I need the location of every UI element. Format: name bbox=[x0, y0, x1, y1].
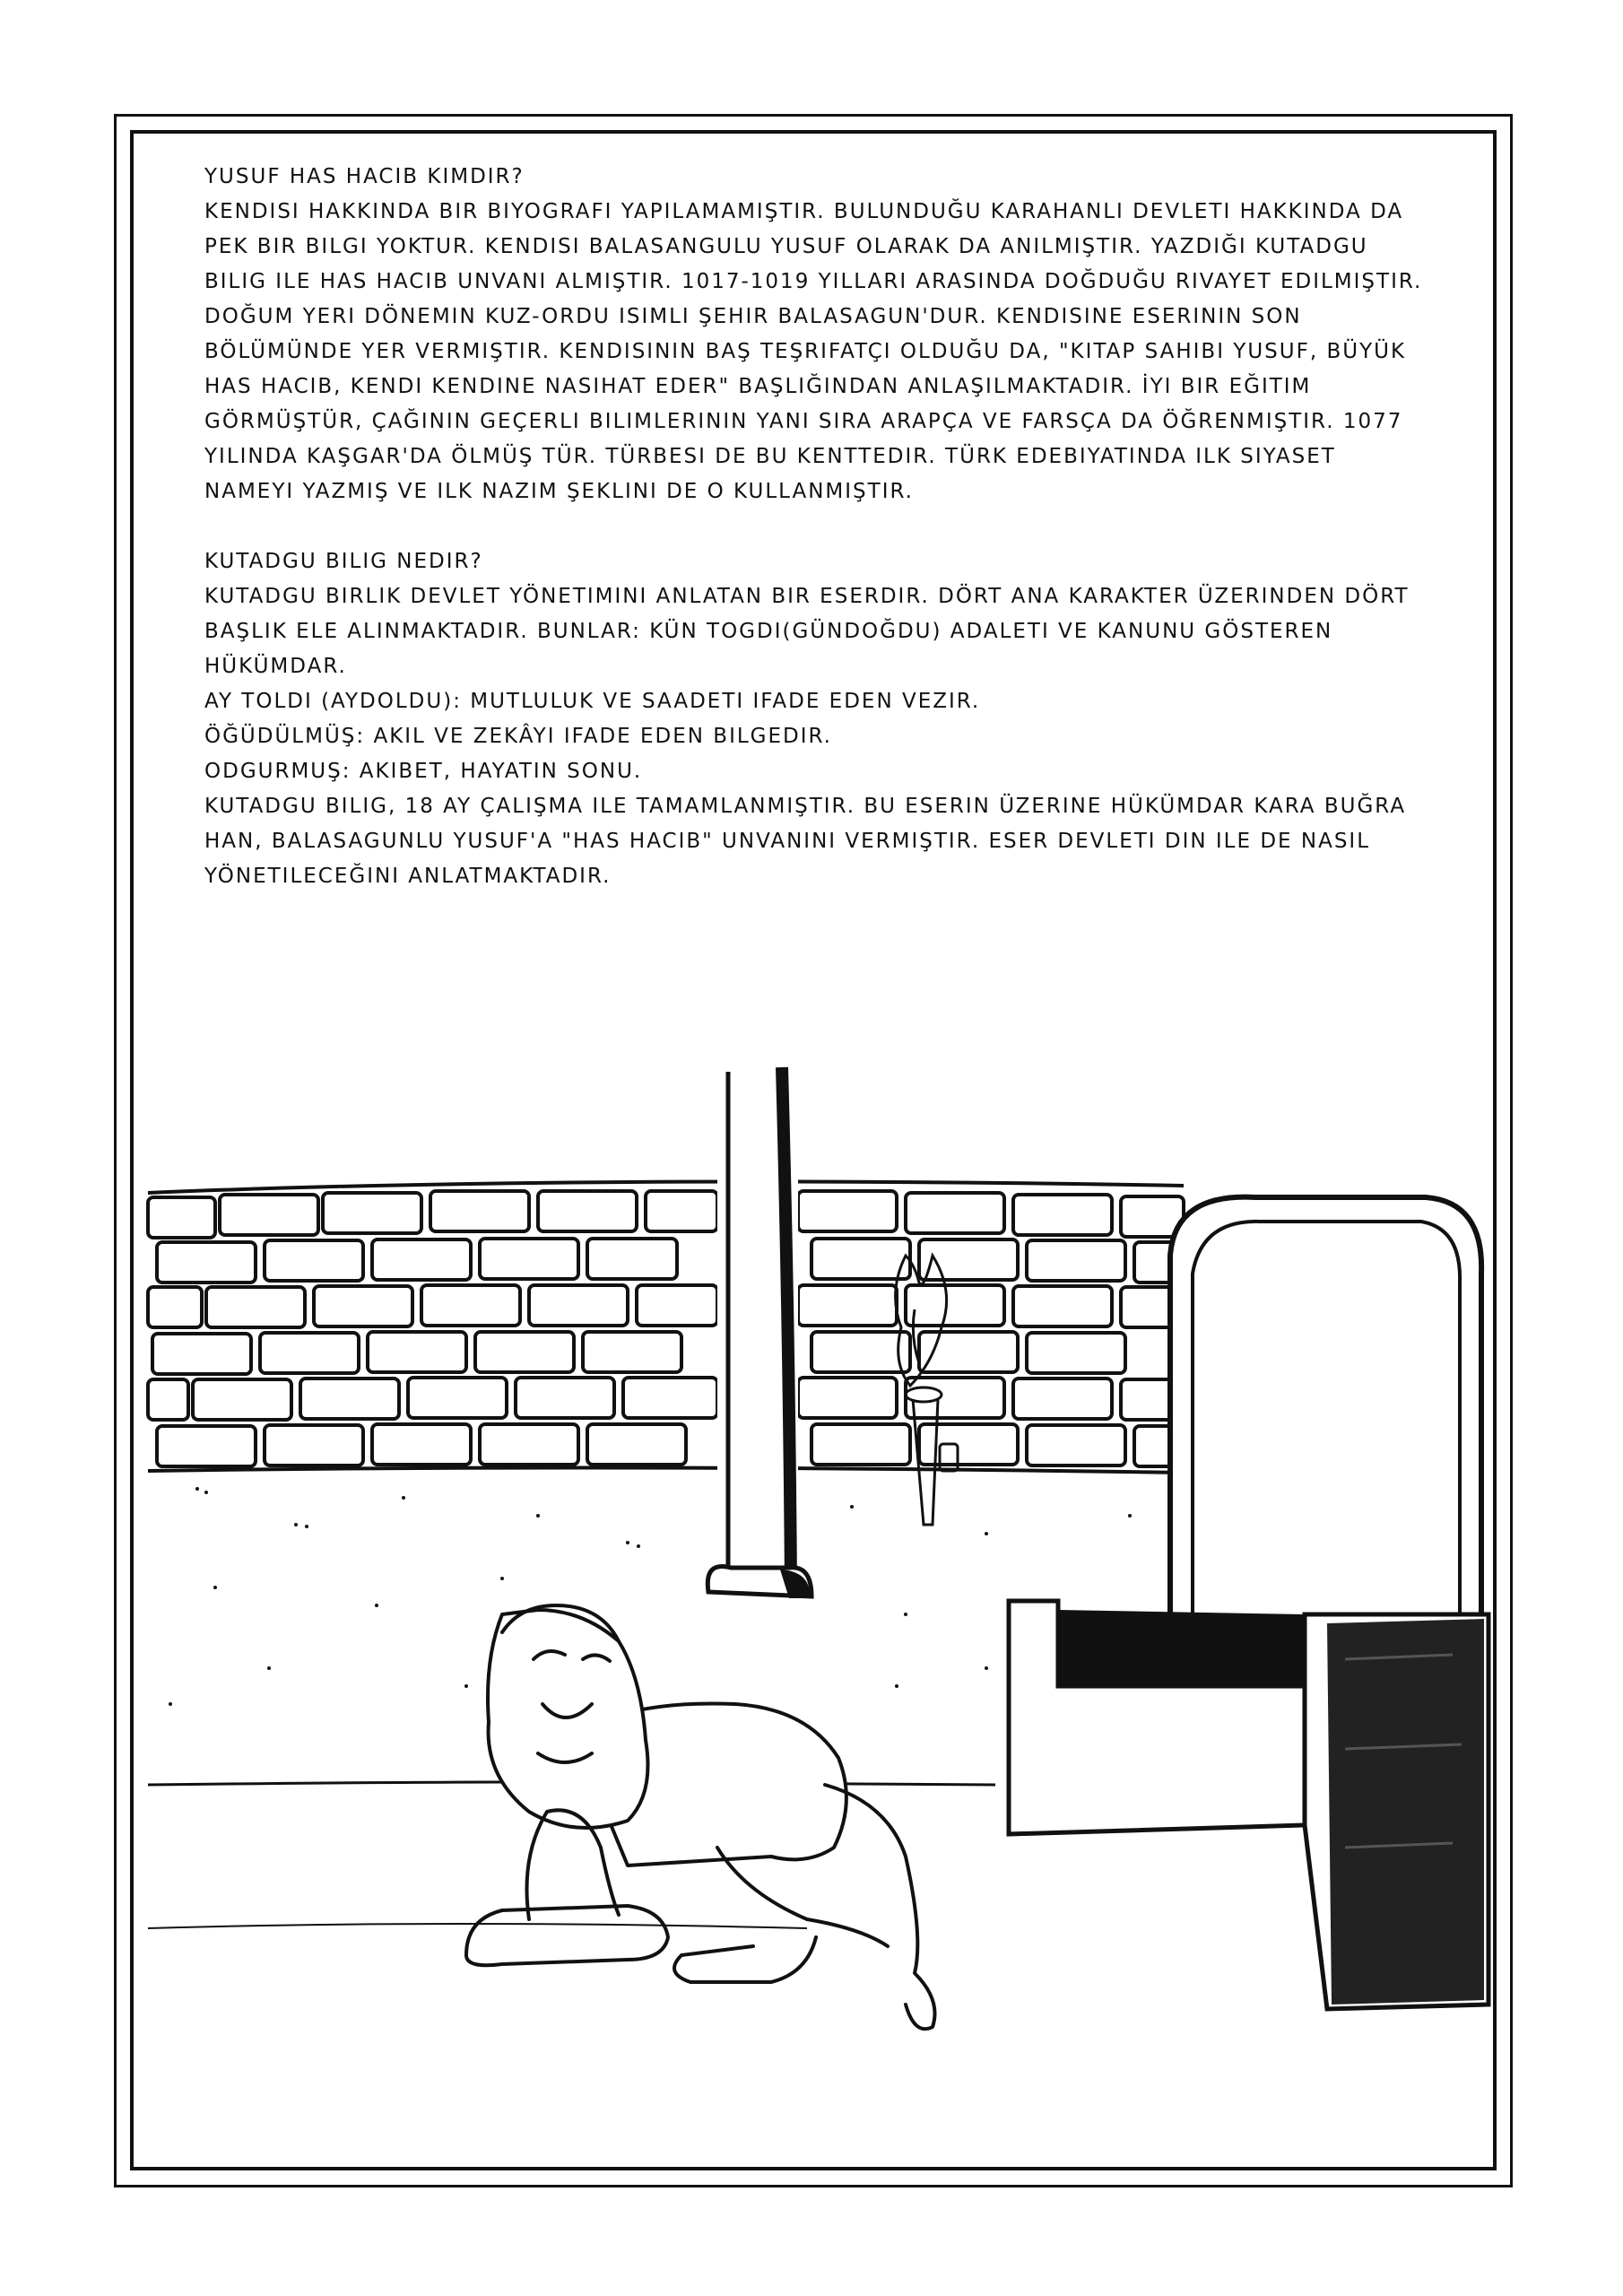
section2-line: BAŞLIK ELE ALINMAKTADIR. BUNLAR: KÜN TOGDI(GÜNDOĞDU) ADALETI VE KANUNU GÖSTEREN bbox=[204, 620, 1333, 643]
section1-line: HAS HACIB, KENDI KENDINE NASIHAT EDER" BAŞLIĞINDAN ANLAŞILMAKTADIR. İYI BIR EĞITIM bbox=[204, 375, 1312, 398]
section1-line: KENDISI HAKKINDA BIR BIYOGRAFI YAPILAMAMIŞTIR. BULUNDUĞU KARAHANLI DEVLETI HAKKINDA DA bbox=[204, 200, 1404, 223]
section1-line: NAMEYI YAZMIŞ VE ILK NAZIM ŞEKLINI DE O KULLANMIŞTIR. bbox=[204, 480, 914, 503]
section2-line: ODGURMUŞ: AKIBET, HAYATIN SONU. bbox=[204, 760, 643, 783]
lion bbox=[466, 1605, 935, 2029]
section2-line: KUTADGU BIRLIK DEVLET YÖNETIMINI ANLATAN BIR ESERDIR. DÖRT ANA KARAKTER ÜZERINDEN DÖRT bbox=[204, 585, 1410, 608]
section1-line: BÖLÜMÜNDE YER VERMIŞTIR. KENDISININ BAŞ TEŞRIFATÇI OLDUĞU DA, "KITAP SAHIBI YUSUF, BÜYÜK bbox=[204, 340, 1407, 363]
brick-wall bbox=[148, 1182, 1188, 1474]
section2-line: ÖĞÜDÜLMÜŞ: AKIL VE ZEKÂYI IFADE EDEN BILGEDIR. bbox=[204, 725, 832, 748]
section1-line: YILINDA KAŞGAR'DA ÖLMÜŞ TÜR. TÜRBESI DE BU KENTTEDIR. TÜRK EDEBIYATINDA ILK SIYASET bbox=[204, 445, 1336, 468]
section1-line: BILIG ILE HAS HACIB UNVANI ALMIŞTIR. 1017-1019 YILLARI ARASINDA DOĞDUĞU RIVAYET EDILMIŞTIR. bbox=[204, 270, 1423, 293]
section2-line: HAN, BALASAGUNLU YUSUF'A "HAS HACIB" UNVANINI VERMIŞTIR. ESER DEVLETI DIN ILE DE NASIL bbox=[204, 830, 1371, 853]
section1-heading: YUSUF HAS HACIB KIMDIR? bbox=[204, 165, 525, 188]
section1-line: DOĞUM YERI DÖNEMIN KUZ-ORDU ISIMLI ŞEHIR BALASAGUN'DUR. KENDISINE ESERININ SON bbox=[204, 305, 1302, 328]
section2-line: KUTADGU BILIG, 18 AY ÇALIŞMA ILE TAMAMLANMIŞTIR. BU ESERIN ÜZERINE HÜKÜMDAR KARA BUĞRA bbox=[204, 795, 1407, 818]
section2-line: AY TOLDI (AYDOLDU): MUTLULUK VE SAADETI IFADE EDEN VEZIR. bbox=[204, 690, 981, 713]
section1-line: PEK BIR BILGI YOKTUR. KENDISI BALASANGULU YUSUF OLARAK DA ANILMIŞTIR. YAZDIĞI KUTADGU bbox=[204, 235, 1368, 258]
throne bbox=[1009, 1197, 1488, 2009]
section1-line: GÖRMÜŞTÜR, ÇAĞININ GEÇERLI BILIMLERININ YANI SIRA ARAPÇA VE FARSÇA DA ÖĞRENMIŞTIR. 1077 bbox=[204, 410, 1403, 433]
section2-line: HÜKÜMDAR. bbox=[204, 655, 347, 678]
column bbox=[707, 1067, 812, 1598]
section2-heading: KUTADGU BILIG NEDIR? bbox=[204, 550, 483, 573]
section2-line: YÖNETILECEĞINI ANLATMAKTADIR. bbox=[204, 865, 612, 888]
wall-speckles bbox=[169, 1487, 1132, 1706]
